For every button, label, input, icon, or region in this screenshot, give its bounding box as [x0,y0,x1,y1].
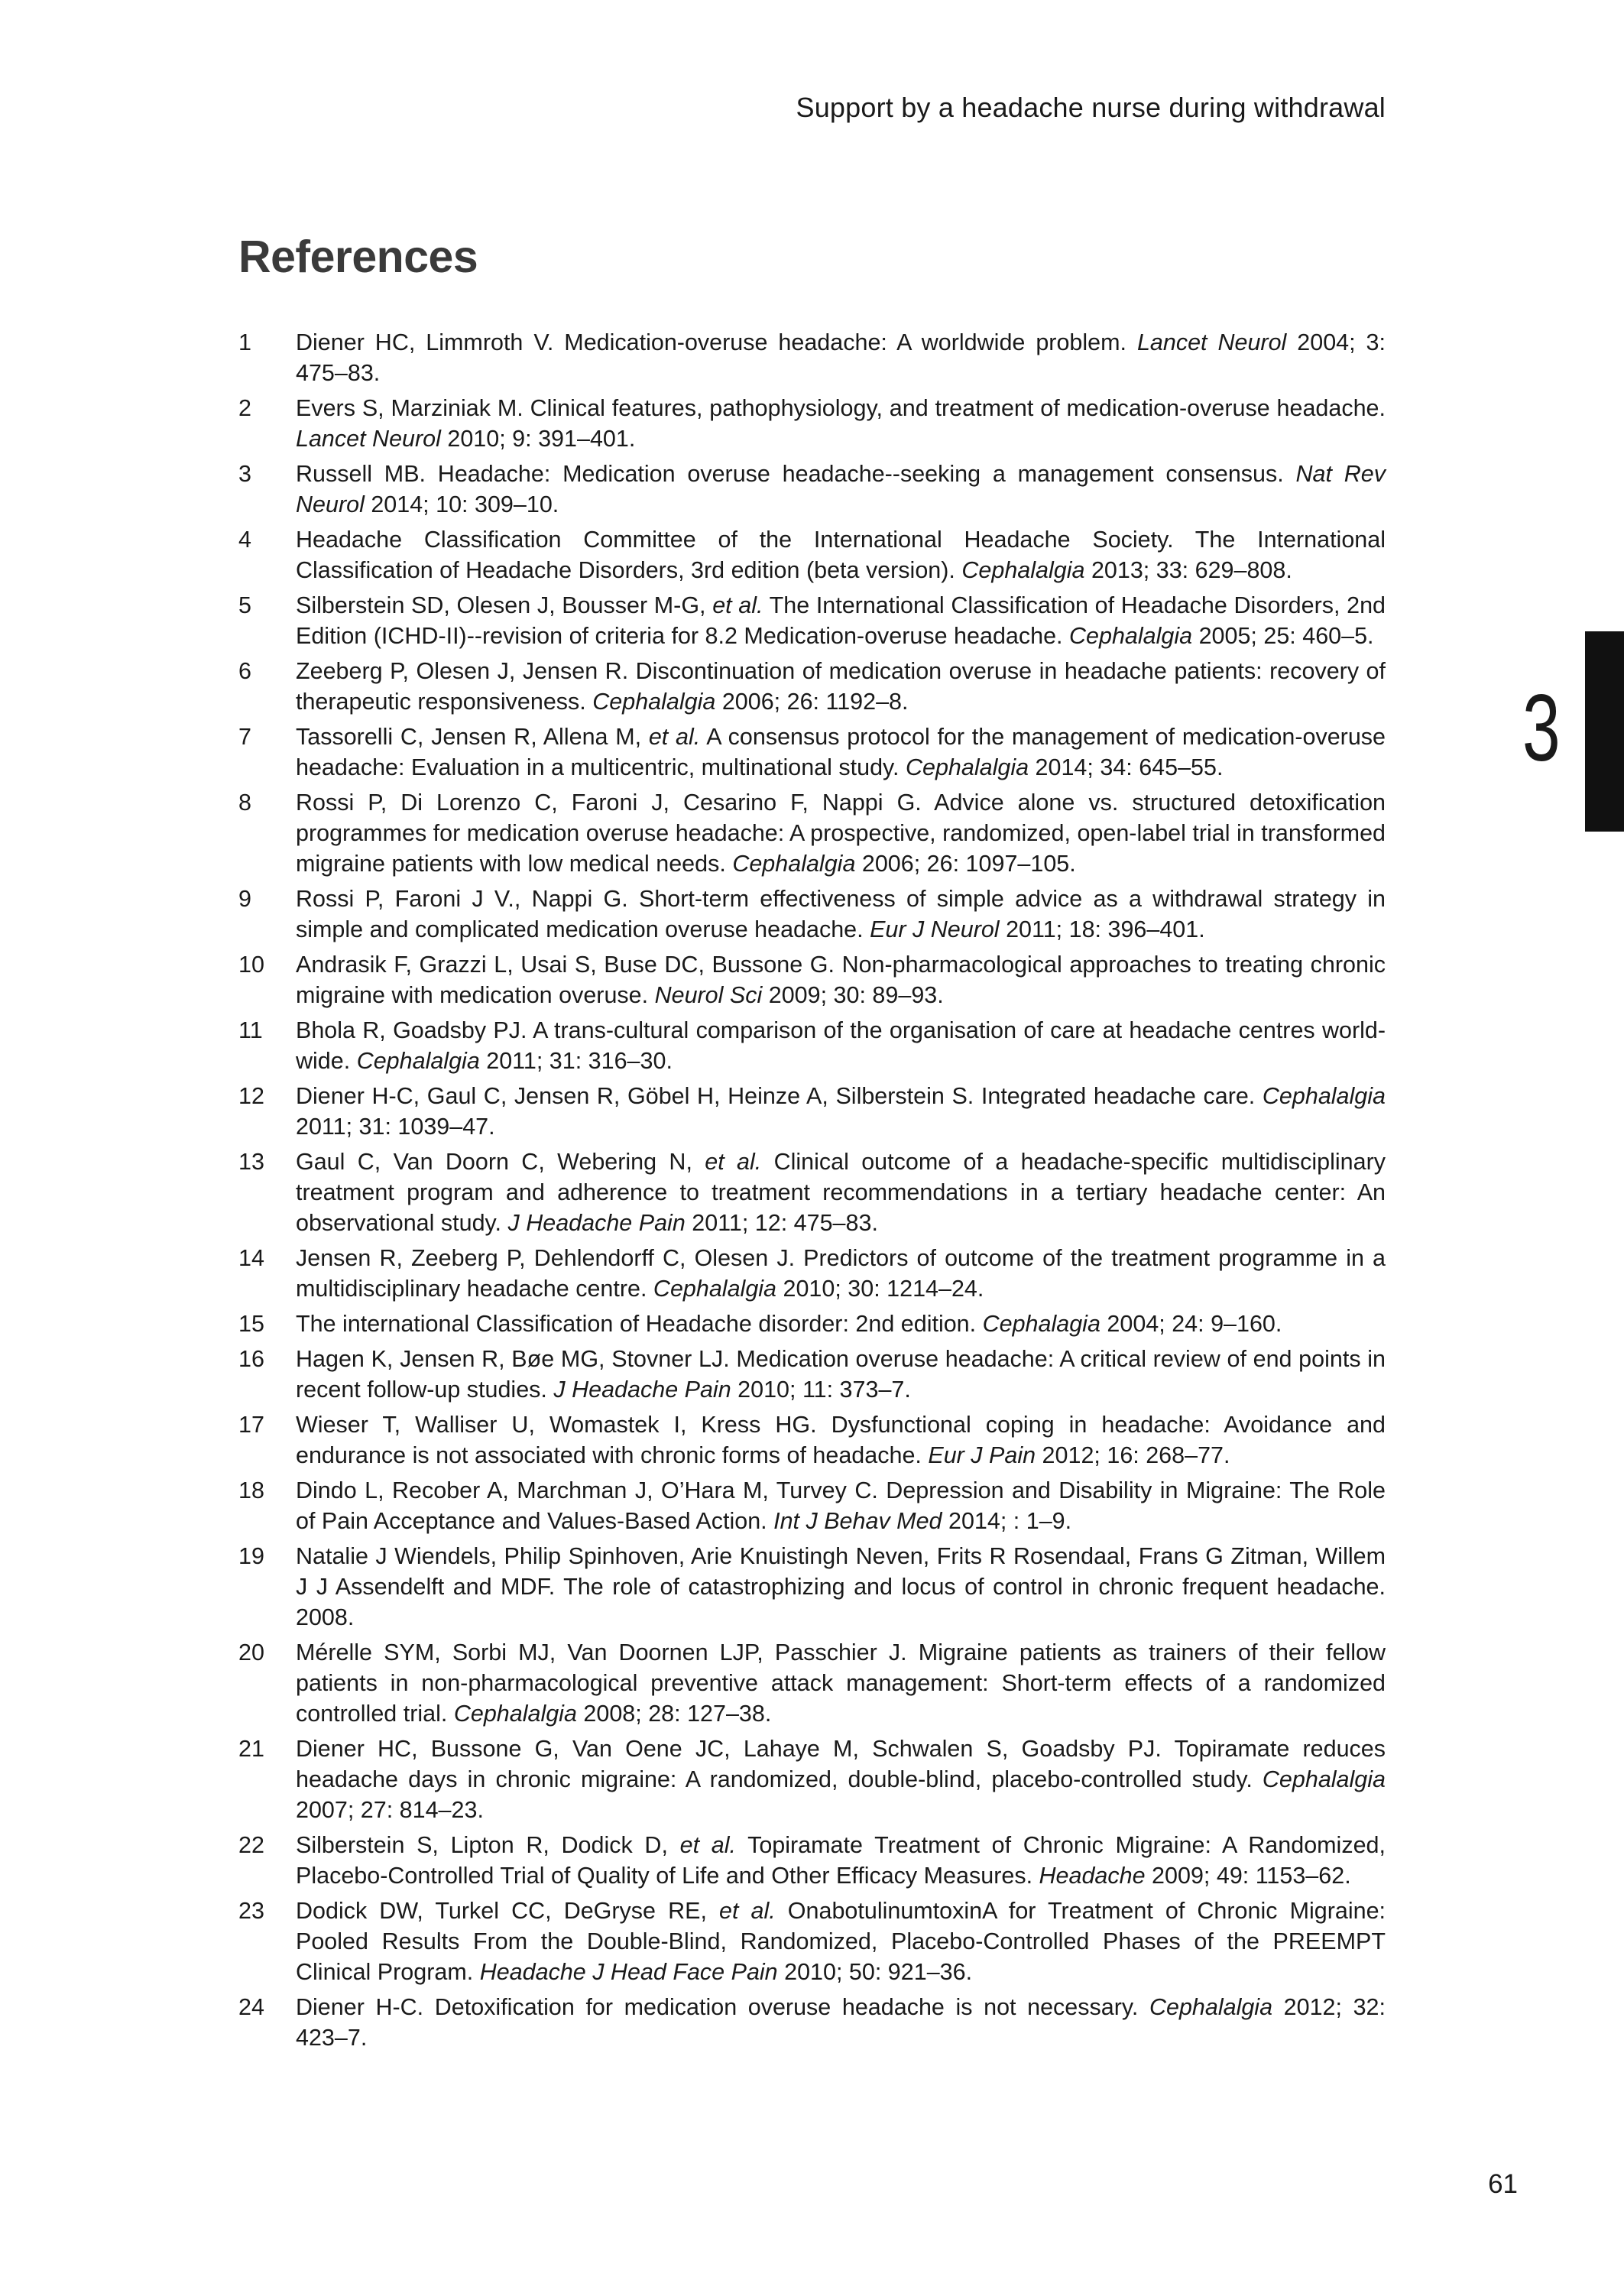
reference-number: 11 [238,1017,263,1043]
reference-journal: Nat Rev Neurol [296,461,1386,517]
reference-authors-title: Diener H-C. Detoxification for medication overuse headache is not necessary. [296,1994,1149,2020]
reference-citation: 2010; 50: 921–36. [777,1959,973,1985]
reference-citation: 2009; 30: 89–93. [762,982,944,1008]
reference-list [238,327,1386,2058]
chapter-number: 3 [1522,676,1561,781]
reference-item [238,949,1386,1010]
reference-journal: Int J Behav Med [773,1508,942,1534]
reference-et-al: et al. [712,592,763,618]
reference-text [296,1081,1386,1142]
reference-authors-title: Hagen K, Jensen R, Bøe MG, Stovner LJ. Medication overuse headache: A critical review of end points in recent follow-up studies. [296,1346,1386,1403]
reference-item [238,1541,1386,1633]
reference-et-al: et al. [719,1898,776,1924]
reference-title: Clinical outcome of a headache-specific multidisciplinary treatment program and adherence to treatment recommendations in a tertiary headache center: An observational study. [296,1149,1386,1236]
reference-text [296,1896,1386,1987]
reference-citation: 2007; 27: 814–23. [296,1797,484,1823]
reference-citation: 2012; 32: 423–7. [296,1994,1386,2051]
reference-item [238,787,1386,879]
reference-number: 13 [238,1149,264,1175]
reference-journal: Neurol Sci [654,982,763,1008]
reference-authors-title: Silberstein SD, Olesen J, Bousser M-G, [296,592,713,618]
reference-journal: Cephalalgia [356,1048,480,1074]
reference-citation: 2004; 3: 475–83. [296,329,1386,386]
reference-authors-title: Mérelle SYM, Sorbi MJ, Van Doornen LJP, Passchier J. Migraine patients as trainers of their fellow patients in non-pharmacological preventive attack management: Short-term effects of a randomized controlled trial. [296,1639,1386,1727]
reference-text [296,1637,1386,1729]
reference-citation: 2005; 25: 460–5. [1192,623,1374,649]
reference-journal: J Headache Pain [507,1210,686,1236]
reference-citation: 2006; 26: 1192–8. [715,689,909,715]
reference-item [238,1409,1386,1471]
reference-text [296,1830,1386,1891]
reference-citation: 2011; 18: 396–401. [999,916,1205,942]
reference-item [238,524,1386,585]
reference-number: 21 [238,1736,264,1762]
reference-journal: Cephalalgia [961,557,1085,583]
reference-item [238,1146,1386,1238]
reference-number: 8 [238,790,251,816]
reference-journal: Cephalalgia [1149,1994,1273,2020]
reference-journal: Lancet Neurol [296,426,441,452]
reference-number: 7 [238,724,251,750]
reference-item [238,1081,1386,1142]
reference-journal: Headache J Head Face Pain [479,1959,778,1985]
reference-text [296,656,1386,717]
reference-authors-title: Bhola R, Goadsby PJ. A trans-cultural comparison of the organisation of care at headache centres world-wide. [296,1017,1386,1074]
reference-number: 19 [238,1543,264,1569]
reference-journal: J Headache Pain [553,1377,731,1403]
reference-authors-title: Evers S, Marziniak M. Clinical features, pathophysiology, and treatment of medication-overuse headache. [296,395,1386,421]
reference-item [238,1637,1386,1729]
reference-number: 22 [238,1832,264,1858]
reference-journal: Cephalalgia [1069,623,1193,649]
reference-authors-title: Andrasik F, Grazzi L, Usai S, Buse DC, Bussone G. Non-pharmacological approaches to treating chronic migraine with medication overuse. [296,952,1386,1008]
reference-journal: Eur J Pain [928,1442,1036,1468]
reference-authors-title: Diener H-C, Gaul C, Jensen R, Göbel H, Heinze A, Silberstein S. Integrated headache care. [296,1083,1263,1109]
reference-citation: 2011; 12: 475–83. [685,1210,878,1236]
reference-text [296,1146,1386,1238]
reference-text [296,722,1386,783]
reference-journal: Cephalalgia [1262,1766,1386,1792]
reference-item [238,1309,1386,1339]
reference-authors-title: Rossi P, Faroni J V., Nappi G. Short-term effectiveness of simple advice as a withdrawal strategy in simple and complicated medication overuse headache. [296,886,1386,942]
reference-text [296,1344,1386,1405]
reference-text [296,1015,1386,1076]
reference-item [238,1992,1386,2053]
reference-citation: 2004; 24: 9–160. [1100,1311,1282,1337]
reference-number: 14 [238,1245,264,1271]
reference-text [296,1992,1386,2053]
page-number: 61 [1488,2169,1518,2199]
reference-citation: 2008; 28: 127–38. [576,1701,772,1727]
reference-number: 10 [238,952,264,978]
reference-item [238,393,1386,454]
reference-citation: 2011; 31: 316–30. [479,1048,673,1074]
reference-authors-title: Wieser T, Walliser U, Womastek I, Kress HG. Dysfunctional coping in headache: Avoidance and endurance is not associated with chronic forms of headache. [296,1412,1386,1468]
reference-number: 1 [238,329,251,355]
reference-item [238,1344,1386,1405]
reference-number: 15 [238,1311,264,1337]
reference-citation: 2010; 30: 1214–24. [776,1276,984,1302]
reference-item [238,1243,1386,1304]
reference-item [238,590,1386,651]
reference-text [296,393,1386,454]
reference-item [238,884,1386,945]
reference-text [296,524,1386,585]
chapter-tab [1585,631,1624,832]
reference-text [296,459,1386,520]
reference-text [296,1734,1386,1825]
reference-number: 5 [238,592,251,618]
reference-title: OnabotulinumtoxinA for Treatment of Chronic Migraine: Pooled Results From the Double-Blind, Randomized, Placebo-Controlled Phases of the PREEMPT Clinical Program. [296,1898,1386,1985]
reference-journal: Eur J Neurol [870,916,1000,942]
reference-citation: 2013; 33: 629–808. [1084,557,1292,583]
reference-citation: 2011; 31: 1039–47. [296,1114,495,1140]
reference-authors-title: Natalie J Wiendels, Philip Spinhoven, Arie Knuistingh Neven, Frits R Rosendaal, Frans G Zitman, Willem J J Assendelft and MDF. The role of catastrophizing and locus of control in chronic frequent headache. 2008. [296,1543,1386,1630]
reference-journal: Cephalagia [982,1311,1100,1337]
reference-citation: 2014; 10: 309–10. [364,491,559,517]
reference-number: 3 [238,461,251,487]
reference-citation: 2012; 16: 268–77. [1036,1442,1230,1468]
reference-text [296,1243,1386,1304]
reference-number: 12 [238,1083,264,1109]
reference-text [296,884,1386,945]
reference-journal: Cephalalgia [1262,1083,1386,1109]
reference-text [296,1475,1386,1536]
running-header: Support by a headache nurse during withdrawal [796,92,1386,123]
reference-title: Topiramate Treatment of Chronic Migraine: A Randomized, Placebo-Controlled Trial of Quality of Life and Other Efficacy Measures. [296,1832,1386,1889]
reference-citation: 2014; 34: 645–55. [1029,754,1224,780]
reference-authors-title: Jensen R, Zeeberg P, Dehlendorff C, Olesen J. Predictors of outcome of the treatment programme in a multidisciplinary headache centre. [296,1245,1386,1302]
reference-authors-title: Headache Classification Committee of the International Headache Society. The International Classification of Headache Disorders, 3rd edition (beta version). [296,527,1386,583]
reference-citation: 2006; 26: 1097–105. [855,851,1076,877]
reference-authors-title: Dodick DW, Turkel CC, DeGryse RE, [296,1898,720,1924]
reference-citation: 2010; 9: 391–401. [440,426,636,452]
section-title: References [238,232,478,282]
reference-et-al: et al. [648,724,701,750]
reference-journal: Cephalalgia [453,1701,577,1727]
reference-title: The International Classification of Headache Disorders, 2nd Edition (ICHD-II)--revision of criteria for 8.2 Medication-overuse headache. [296,592,1386,649]
reference-text [296,327,1386,388]
reference-authors-title: Diener HC, Bussone G, Van Oene JC, Lahaye M, Schwalen S, Goadsby PJ. Topiramate reduces headache days in chronic migraine: A randomized, double-blind, placebo-controlled study. [296,1736,1386,1792]
reference-item [238,1896,1386,1987]
reference-journal: Cephalalgia [905,754,1029,780]
reference-citation: 2014; : 1–9. [942,1508,1072,1534]
reference-journal: Cephalalgia [592,689,716,715]
reference-authors-title: Zeeberg P, Olesen J, Jensen R. Discontinuation of medication overuse in headache patients: recovery of therapeutic responsiveness. [296,658,1386,715]
reference-number: 6 [238,658,251,684]
reference-authors-title: Gaul C, Van Doorn C, Webering N, [296,1149,705,1175]
reference-number: 9 [238,886,251,912]
reference-et-al: et al. [679,1832,736,1858]
reference-et-al: et al. [705,1149,762,1175]
reference-item [238,327,1386,388]
reference-item [238,656,1386,717]
reference-text [296,1309,1386,1339]
reference-authors-title: Rossi P, Di Lorenzo C, Faroni J, Cesarino F, Nappi G. Advice alone vs. structured detoxification programmes for medication overuse headache: A prospective, randomized, open-label trial in transformed migraine patients with low medical needs. [296,790,1386,877]
reference-authors-title: Silberstein S, Lipton R, Dodick D, [296,1832,680,1858]
reference-authors-title: Dindo L, Recober A, Marchman J, O’Hara M, Turvey C. Depression and Disability in Migraine: The Role of Pain Acceptance and Values-Based Action. [296,1477,1386,1534]
reference-number: 16 [238,1346,264,1372]
reference-number: 24 [238,1994,264,2020]
reference-citation: 2009; 49: 1153–62. [1145,1863,1351,1889]
reference-citation: 2010; 11: 373–7. [731,1377,911,1403]
reference-item [238,459,1386,520]
reference-title: A consensus protocol for the management of medication-overuse headache: Evaluation in a multicentric, multinational study. [296,724,1386,780]
reference-number: 18 [238,1477,264,1503]
reference-number: 4 [238,527,251,553]
reference-text [296,949,1386,1010]
reference-text [296,1409,1386,1471]
reference-item [238,722,1386,783]
reference-authors-title: Diener HC, Limmroth V. Medication-overuse headache: A worldwide problem. [296,329,1137,355]
reference-journal: Lancet Neurol [1136,329,1287,355]
reference-number: 20 [238,1639,264,1665]
reference-item [238,1475,1386,1536]
reference-text [296,1541,1386,1633]
reference-journal: Cephalalgia [732,851,856,877]
reference-item [238,1830,1386,1891]
reference-number: 17 [238,1412,264,1438]
reference-number: 23 [238,1898,264,1924]
reference-authors-title: The international Classification of Headache disorder: 2nd edition. [296,1311,983,1337]
reference-authors-title: Russell MB. Headache: Medication overuse headache--seeking a management consensus. [296,461,1296,487]
reference-authors-title: Tassorelli C, Jensen R, Allena M, [296,724,649,750]
reference-item [238,1734,1386,1825]
reference-text [296,590,1386,651]
reference-item [238,1015,1386,1076]
reference-journal: Cephalalgia [653,1276,777,1302]
reference-text [296,787,1386,879]
reference-journal: Headache [1039,1863,1146,1889]
reference-number: 2 [238,395,251,421]
